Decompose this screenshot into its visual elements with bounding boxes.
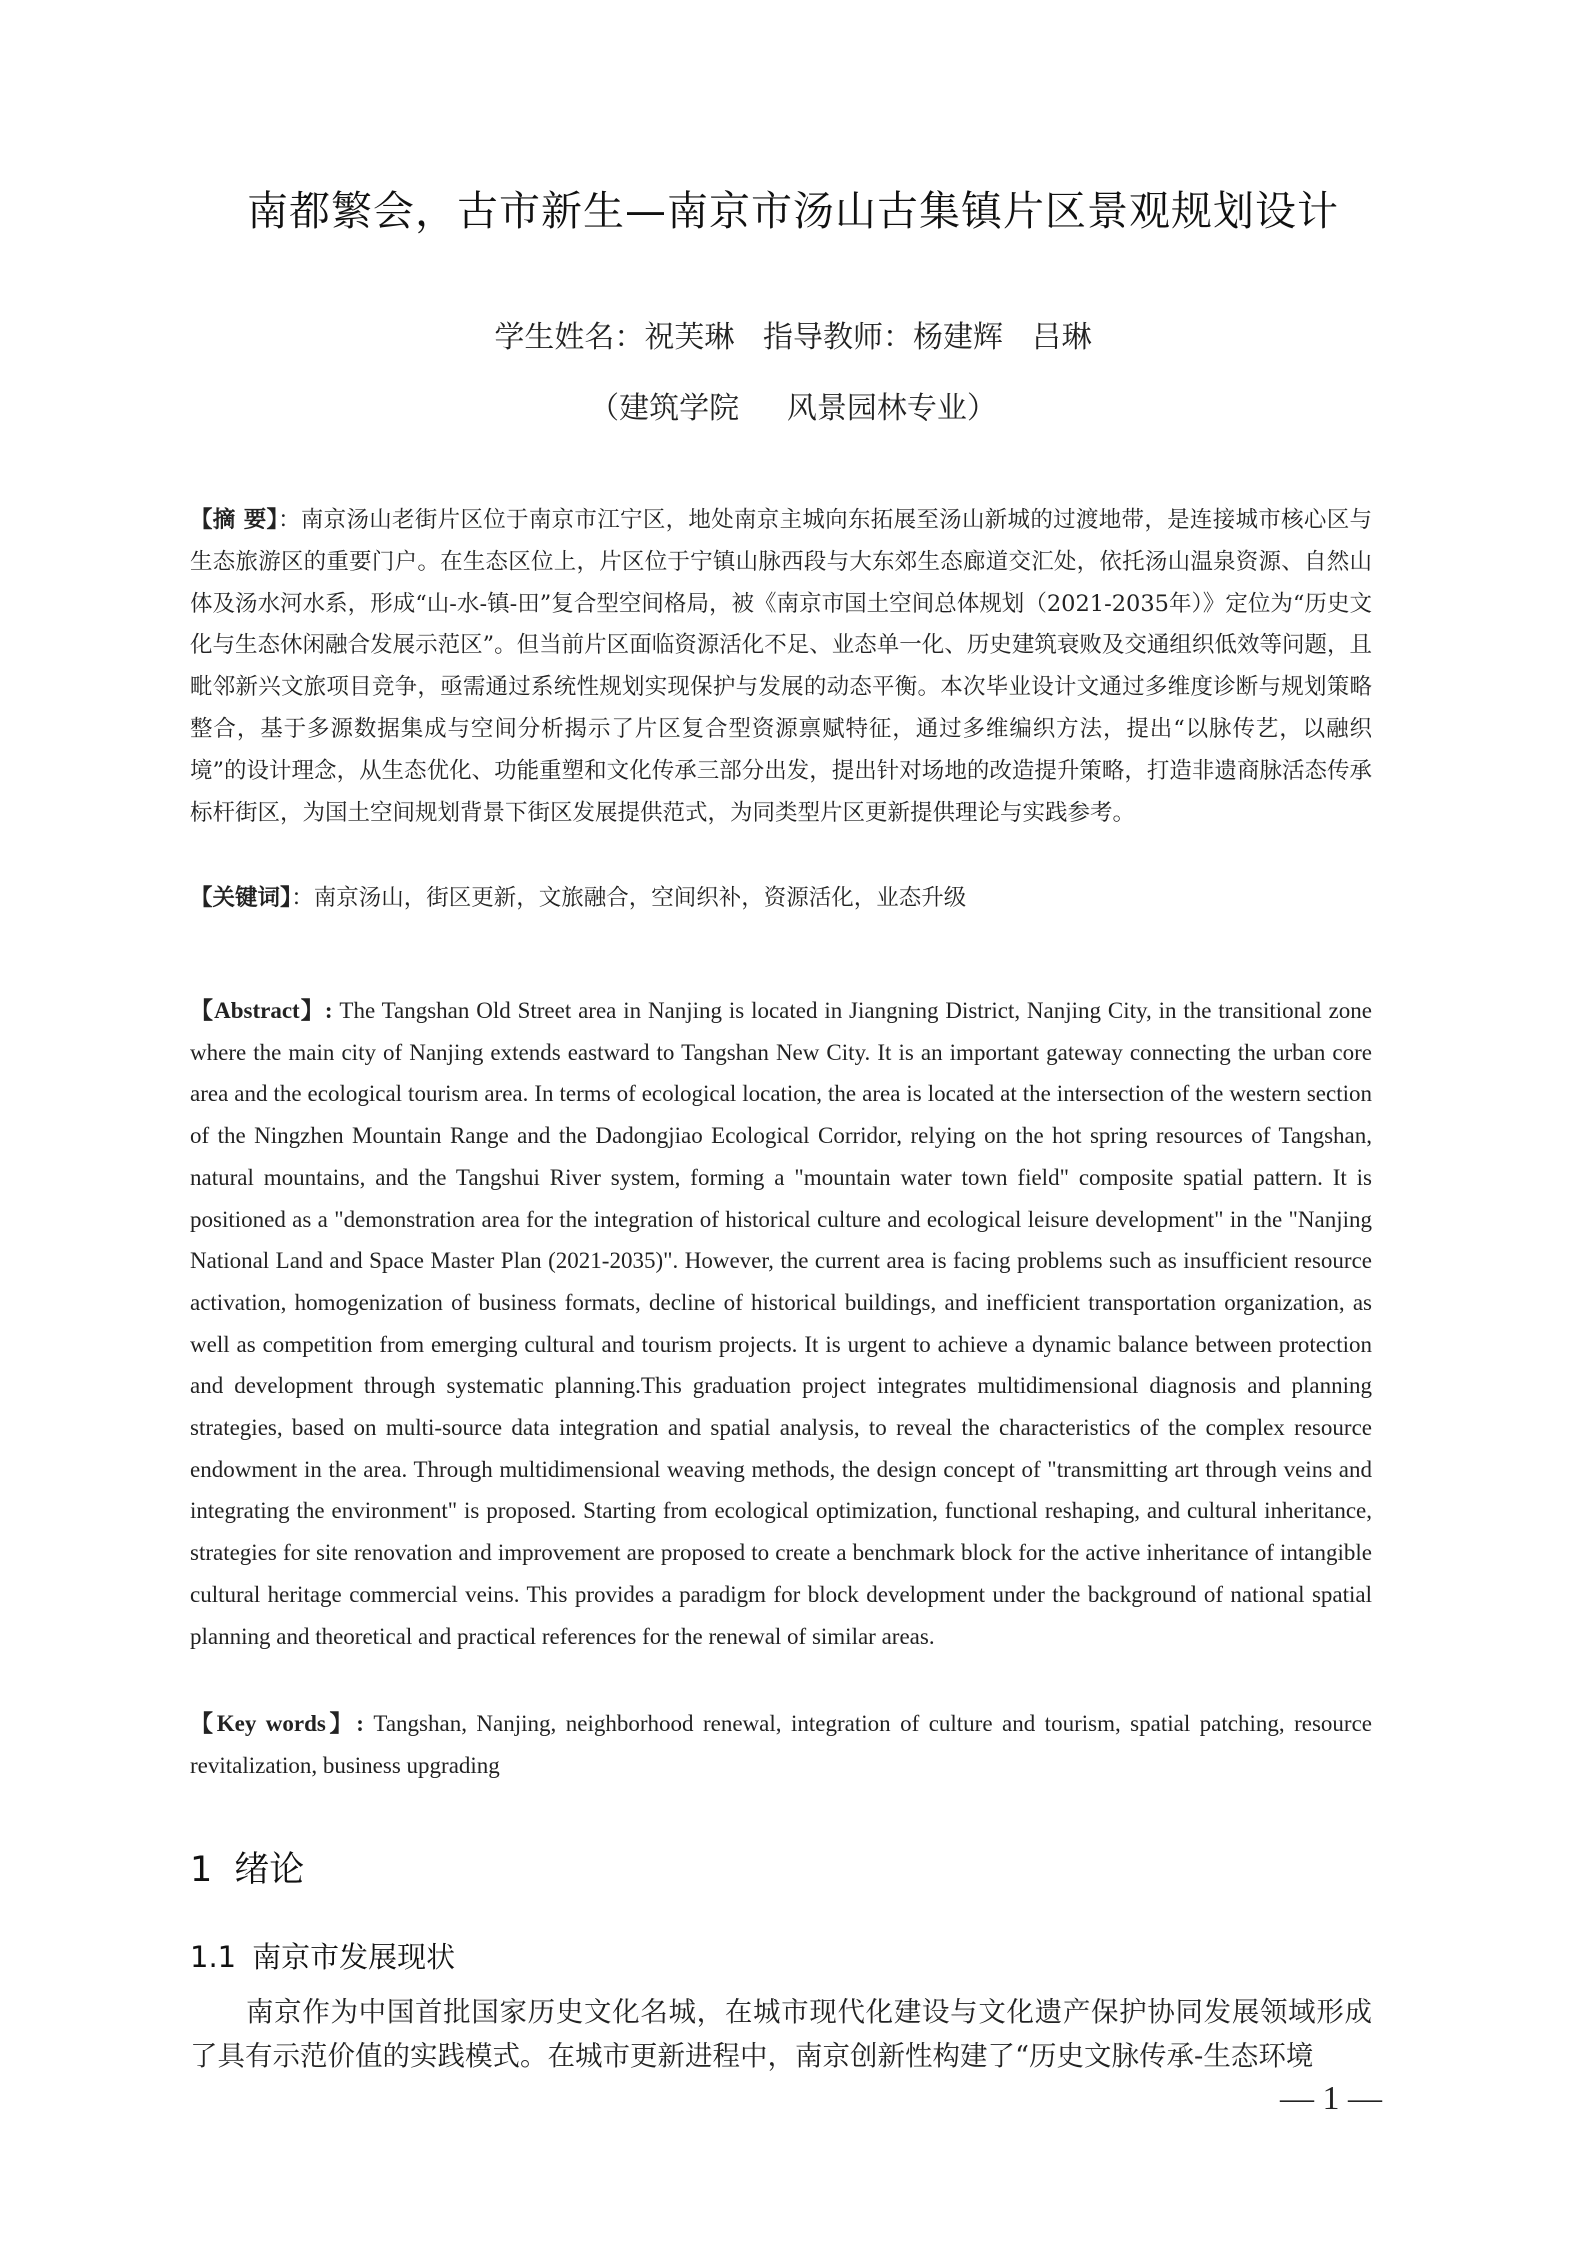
chinese-keywords — [190, 878, 1372, 920]
section-number: 1 — [190, 1850, 213, 1890]
english-abstract-text: The Tangshan Old Street area in Nanjing is located in Jiangning District, Nanjing City, in the transitional zone where the main city of Nanjing extends eastward to Tangshan New City. It is an important gateway connecting the urban core area and the ecological tourism area. In terms of ecological location, the area is located at the intersection of the western section of the Ningzhen Mountain Range and the Dadongjiao Ecological Corridor, relying on the hot spring resources of Tangshan, natural mountains, and the Tangshui River system, forming a "mountain water town field" composite spatial pattern. It is positioned as a "demonstration area for the integration of historical culture and ecological leisure development" in the "Nanjing National Land and Space Master Plan (2021-2035)". However, the current area is facing problems such as insufficient resource activation, homogenization of business formats, decline of historical buildings, and inefficient transportation organization, as well as competition from emerging cultural and tourism projects. It is urgent to achieve a dynamic balance between protection and development through systematic planning.This graduation project integrates multidimensional diagnosis and planning strategies, based on multi-source data integration and spatial analysis, to reveal the characteristics of the complex resource endowment in the area. Through multidimensional weaving methods, the design concept of "transmitting art through veins and integrating the environment" is proposed. Starting from ecological optimization, functional reshaping, and cultural inheritance, strategies for site renovation and improvement are proposed to create a benchmark block for the active inheritance of intangible cultural heritage commercial veins. This provides a paradigm for block development under the background of national spatial planning and theoretical and practical references for the renewal of similar areas. — [190, 998, 1373, 1649]
page-number: — 1 — — [1280, 2080, 1382, 2117]
body-paragraph: 南京作为中国首批国家历史文化名城，在城市现代化建设与文化遗产保护协同发展领域形成了具有示范价值的实践模式。在城市更新进程中，南京创新性构建了“历史文脉传承-生态环境 — [190, 1996, 1372, 2072]
chinese-abstract-label: 【摘 要】 — [190, 507, 279, 533]
affiliation-line: （建筑学院 风景园林专业） — [589, 391, 997, 426]
chinese-abstract-text: ：南京汤山老街片区位于南京市江宁区，地处南京主城向东拓展至汤山新城的过渡地带，是连接城市核心区与生态旅游区的重要门户。在生态区位上，片区位于宁镇山脉西段与大东郊生态廊道交汇处，依托汤山温泉资源、自然山体及汤水河水系，形成“山-水-镇-田”复合型空间格局，被《南京市国土空间总体规划（2021-2035年）》定位为“历史文化与生态休闲融合发展示范区”。但当前片区面临资源活化不足、业态单一化、历史建筑衰败及交通组织低效等问题，且毗邻新兴文旅项目竞争，亟需通过系统性规划实现保护与发展的动态平衡。本次毕业设计文通过多维度诊断与规划策略整合，基于多源数据集成与空间分析揭示了片区复合型资源禀赋特征，通过多维编织方法，提出“以脉传艺，以融织境”的设计理念，从生态优化、功能重塑和文化传承三部分出发，提出针对场地的改造提升策略，打造非遗商脉活态传承标杆街区，为国土空间规划背景下街区发展提供范式，为同类型片区更新提供理论与实践参考。 — [190, 507, 1372, 826]
section-title: 绪论 — [234, 1850, 305, 1890]
section-heading-1 — [190, 1842, 304, 1892]
english-keywords-label: 【Key words】: — [190, 1711, 364, 1736]
chinese-abstract — [190, 500, 1372, 834]
chinese-keywords-label: 【关键词】 — [190, 885, 292, 911]
author-line: 学生姓名：祝芙琳 指导教师：杨建辉 吕琳 — [494, 320, 1092, 355]
english-keywords-text: Tangshan, Nanjing, neighborhood renewal, integration of culture and tourism, spatial patching, resource revitalization, business upgrading — [190, 1711, 1372, 1778]
english-abstract-label: 【Abstract】: — [190, 998, 333, 1023]
chinese-keywords-text: ：南京汤山，街区更新，文旅融合，空间织补，资源活化，业态升级 — [291, 885, 967, 911]
subsection-title: 南京市发展现状 — [252, 1940, 456, 1974]
english-keywords — [190, 1703, 1372, 1786]
subsection-number: 1.1 — [190, 1940, 237, 1974]
paper-title: 南都繁会，古市新生—南京市汤山古集镇片区景观规划设计 — [247, 187, 1339, 235]
section-heading-1-1 — [190, 1935, 455, 1976]
english-abstract — [190, 990, 1372, 1657]
